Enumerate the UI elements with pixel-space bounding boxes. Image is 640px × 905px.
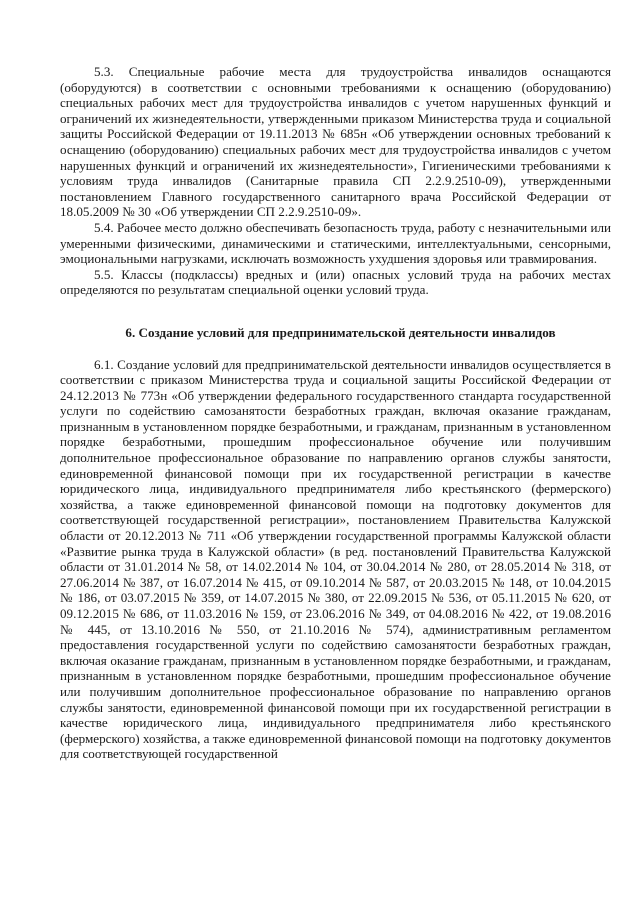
document-page — [60, 64, 611, 762]
paragraph-6-1: 6.1. Создание условий для предпринимательской деятельности инвалидов осуществляется в соответствии с приказом Министерства труда и социальной защиты Российской Федерации от 24.12.2013 № 773н «Об утверждении федерального государственного стандарта государственной услуги по содействию самозанятости безработных граждан, включая оказание гражданам, признанным в установленном порядке безработными, и гражданам, признанным в установленном порядке безработными, прошедшим профессиональное обучение или получившим дополнительное профессиональное образование по направлению органов службы занятости, единовременной финансовой помощи при их государственной регистрации в качестве юридического лица, индивидуального предпринимателя либо крестьянского (фермерского) хозяйства, а также единовременной финансовой помощи на подготовку документов для соответствующей государственной регистрации», постановлением Правительства Калужской области от 20.12.2013 № 711 «Об утверждении государственной программы Калужской области «Развитие рынка труда в Калужской области» (в ред. постановлений Правительства Калужской области от 31.01.2014 № 58, от 14.02.2014 № 104, от 30.04.2014 № 280, от 28.05.2014 № 318, от 27.06.2014 № 387, от 16.07.2014 № 415, от 09.10.2014 № 587, от 20.03.2015 № 148, от 10.04.2015 № 186, от 03.07.2015 № 359, от 14.07.2015 № 380, от 22.09.2015 № 536, от 05.11.2015 № 620, от 09.12.2015 № 686, от 11.03.2016 № 159, от 23.06.2016 № 349, от 04.08.2016 № 422, от 19.08.2016 № 445, от 13.10.2016 № 550, от 21.10.2016 № 574), административным регламентом предоставления государственной услуги по содействию самозанятости безработных граждан, включая оказание гражданам, признанным в установленном порядке безработными, и гражданам, признанным в установленном порядке безработными, прошедшим профессиональное обучение или получившим дополнительное профессиональное образование по направлению органов службы занятости, единовременной финансовой помощи при их государственной регистрации в качестве юридического лица, индивидуального предпринимателя либо крестьянского (фермерского) хозяйства, а также единовременной финансовой помощи на подготовку документов для соответствующей государственной — [60, 356, 611, 762]
section-heading: 6. Создание условий для предпринимательской деятельности инвалидов — [125, 324, 556, 340]
paragraph-5-4: 5.4. Рабочее место должно обеспечивать безопасность труда, работу с незначительными или умеренными физическими, динамическими и статическими, интеллектуальными, сенсорными, эмоциональными нагрузками, исключать возможность ухудшения здоровья или травмирования. — [60, 219, 611, 267]
paragraph-5-5: 5.5. Классы (подклассы) вредных и (или) опасных условий труда на рабочих местах определяются по результатам специальной оценки условий труда. — [60, 266, 611, 298]
paragraph-5-3: 5.3. Специальные рабочие места для трудоустройства инвалидов оснащаются (оборудуются) в соответствии с основными требованиями к оснащению (оборудованию) специальных рабочих мест для трудоустройства инвалидов с учетом нарушенных функций и ограничений их жизнедеятельности, утвержденными приказом Министерства труда и социальной защиты Российской Федерации от 19.11.2013 № 685н «Об утверждении основных требований к оснащению (оборудованию) специальных рабочих мест для трудоустройства инвалидов с учетом нарушенных функций и ограничений их жизнедеятельности», Гигиеническими требованиями к условиям труда инвалидов (Санитарные правила СП 2.2.9.2510-09), утвержденными постановлением Главного государственного санитарного врача Российской Федерации от 18.05.2009 № 30 «Об утверждении СП 2.2.9.2510-09». — [60, 64, 611, 220]
